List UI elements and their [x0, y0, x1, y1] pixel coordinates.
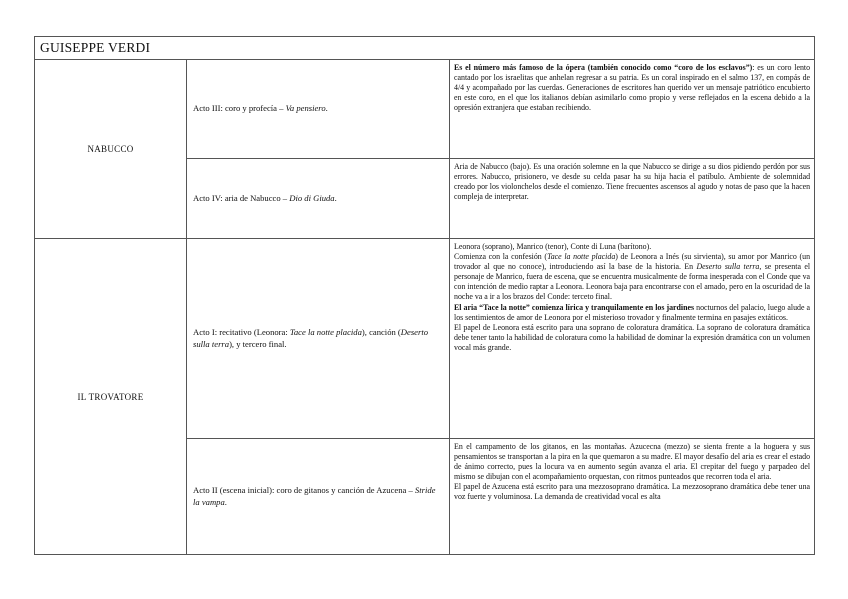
- act-title-italic: Tace la notte placida: [289, 327, 362, 337]
- act-text: Acto II (escena inicial): coro de gitanos y canción de Azucena –: [193, 485, 415, 495]
- title-row: [35, 37, 815, 60]
- act-description: [450, 239, 815, 439]
- act-label: [187, 159, 450, 239]
- text: Comienza con la confesión (: [454, 252, 548, 262]
- verdi-table: [34, 36, 815, 555]
- opera-name-nabucco: NABUCCO: [35, 60, 187, 239]
- text: : es un coro lento cantado por los israelitas que anhelan regresar a su patria. Es un coral inspirado en el salmo 137, en compás de 4/4 y acompañado por las cuerdas. Generaciones de escritores han querido ver un mensaje patriótico encubierto en este coro, en el que los italianos debían asimilarlo como propio y verse reflejados en la escena debido a la opresión extranjera que estaban recibiendo.: [454, 63, 811, 113]
- act-text: ), y tercero final.: [229, 338, 287, 349]
- act-title-italic: Deserto sulla terra: [193, 327, 429, 349]
- italic-text: Tace la notte placida: [547, 252, 616, 262]
- text: , se presenta el personaje de Manrico, fuera de escena, que se encuentra musicalmente de forma inesperada con el Conde que va con intención de medio raptar a Leonora. Leonora baja para encontrarse con el amado, pero en la oscuridad de la noche va a ir a los brazos del Conde: terceto final.: [454, 262, 811, 302]
- paragraph: [454, 63, 810, 113]
- paragraph: Aria de Nabucco (bajo). Es una oración solemne en la que Nabucco se dirige a su dios pidiendo perdón por sus errores. Nabucco, prisionero, ve desde su celda pasar ha su hija hacia el patíbulo. Ambiente de solemnidad creado por los violonchelos desde el comienzo. Tiene frecuentes ascensos al agudo y notas de paso que la hacen compleja de interpretar.: [454, 162, 811, 202]
- act-text: .: [325, 103, 328, 114]
- act-text: .: [334, 192, 337, 203]
- act-description: [450, 439, 815, 555]
- act-text: ), canción (: [361, 327, 401, 337]
- italic-text: Deserto sulla terra: [696, 262, 760, 272]
- opera-name-il-trovatore: IL TROVATORE: [35, 239, 187, 555]
- bold-text: El aria “Tace la notte” comienza lírica y tranquilamente en los jardines: [454, 302, 695, 312]
- text: ) de Leonora a Inés (su sirvienta), su amor por Manrico (un trovador al que no conoce), introduciendo así la base de la historia. En: [454, 252, 811, 272]
- act-description: [450, 60, 815, 159]
- act-title-italic: Va pensiero: [285, 103, 326, 114]
- paragraph: El papel de Azucena está escrito para una mezzosoprano dramática. La mezzosoprano dramática debe tener una voz fuerte y voluminosa. La demanda de creatividad vocal es alta: [454, 482, 811, 502]
- act-text: .: [224, 496, 227, 507]
- act-label: [187, 439, 450, 555]
- act-title-italic: Stride la vampa: [193, 485, 436, 507]
- act-text: Acto IV: aria de Nabucco –: [193, 192, 290, 203]
- table-row: [35, 239, 815, 439]
- paragraph: El papel de Leonora está escrito para una soprano de coloratura dramática. La soprano de coloratura dramática debe tener tanto la habilidad de coloratura como la habilidad de dominar la expresión dramática con un volumen vocal más grande.: [454, 322, 811, 352]
- act-description: [450, 159, 815, 239]
- act-label: [187, 60, 450, 159]
- act-label: [187, 239, 450, 439]
- act-text: Acto III: coro y profecía –: [193, 103, 286, 114]
- paragraph: [454, 252, 810, 302]
- composer-title: GUISEPPE VERDI: [35, 37, 815, 60]
- act-title-italic: Dio di Giuda: [289, 192, 335, 203]
- paragraph: En el campamento de los gitanos, en las montañas. Azucecna (mezzo) se sienta frente a la hoguera y sus pensamientos se transportan a la pira en la que quemaron a su madre. El mayor desafío del aria es crear el estado de ánimo correcto, pues la locura va en aumento según avanza el aria. El crepitar del fuego y parpadeo del mismo se dibujan con el acompañamiento orquestan, con ritmos punteados que recorren toda el aria.: [454, 442, 811, 482]
- text: nocturnos del palacio, luego alude a los sentimientos de amor de Leonora por el misterioso trovador y finalmente termina en pasajes extáticos.: [454, 302, 811, 322]
- paragraph: Leonora (soprano), Manrico (tenor), Conte di Luna (barítono).: [454, 242, 652, 251]
- act-text: Acto I: recitativo (Leonora:: [193, 327, 290, 337]
- table-row: [35, 60, 815, 159]
- bold-text: Es el número más famoso de la ópera (también conocido como “coro de los esclavos”): [454, 63, 753, 72]
- paragraph: [454, 303, 810, 323]
